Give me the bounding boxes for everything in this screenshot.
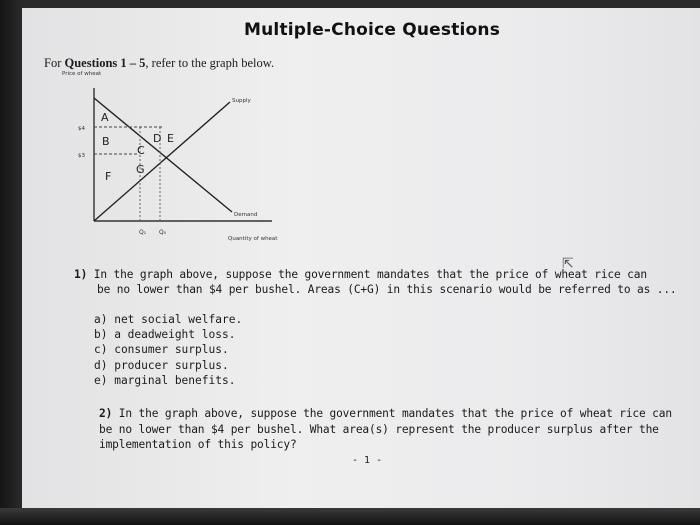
supply-label: Supply [232,98,251,104]
area-g-label: G [136,163,145,176]
choice-d: d) producer surplus. [94,358,229,372]
question-1-number: 1) [74,268,88,281]
area-f-label: F [105,170,112,183]
price-high-label: $4 [78,126,85,132]
question-1-line-1 [74,267,694,282]
area-b-label: B [102,135,110,148]
x-axis-label: Quantity of wheat [228,236,278,242]
question-2-number: 2) [99,407,113,420]
demand-curve [94,98,232,212]
page-title: Multiple-Choice Questions [244,20,501,40]
question-2-line-2 [99,422,699,452]
q1-label: Q₁ [139,229,147,236]
choice-a: a) net social welfare. [94,313,243,326]
choice-b: b) a deadweight loss. [94,328,236,342]
area-d-label: D [153,132,162,145]
y-axis-label: Price of wheat [62,71,102,77]
choice-c: c) consumer surplus. [94,343,229,357]
question-1-line-2: be no lower than $4 per bushel. Areas (C+G) in this scenario would be referred to as ... [97,283,677,296]
intro-questions-range: Questions 1 – 5 [64,56,146,70]
monitor-bottom-bezel [0,508,700,525]
document-page [22,8,700,508]
page-number: - 1 - [352,455,383,466]
question-2-text: In the graph above, suppose the government mandates that the price of wheat rice can [118,407,672,420]
q0-label: Q₀ [159,229,167,236]
question-2-line-1 [99,406,699,421]
price-low-label: $3 [78,153,85,159]
question-1-text: In the graph above, suppose the government mandates that the price of wheat rice can [93,268,647,281]
question-2-text-line-2: be no lower than $4 per bushel. What area(s) represent the producer surplus after the [99,423,659,436]
area-e-label: E [167,132,174,145]
demand-label: Demand [234,212,258,218]
area-a-label: A [101,111,109,124]
intro-suffix: , refer to the graph below. [145,56,275,70]
question-1-choices [94,312,242,388]
monitor-left-bezel [0,0,22,525]
area-c-label: C [137,144,145,157]
choice-e: e) marginal benefits. [94,373,236,387]
mouse-cursor-icon: ⇱ [562,256,574,272]
question-2-text-line-3: implementation of this policy? [99,438,297,451]
monitor-top-bezel [0,0,700,8]
supply-demand-graph [22,8,700,258]
supply-curve [94,102,230,221]
intro-prefix: For [44,56,65,70]
